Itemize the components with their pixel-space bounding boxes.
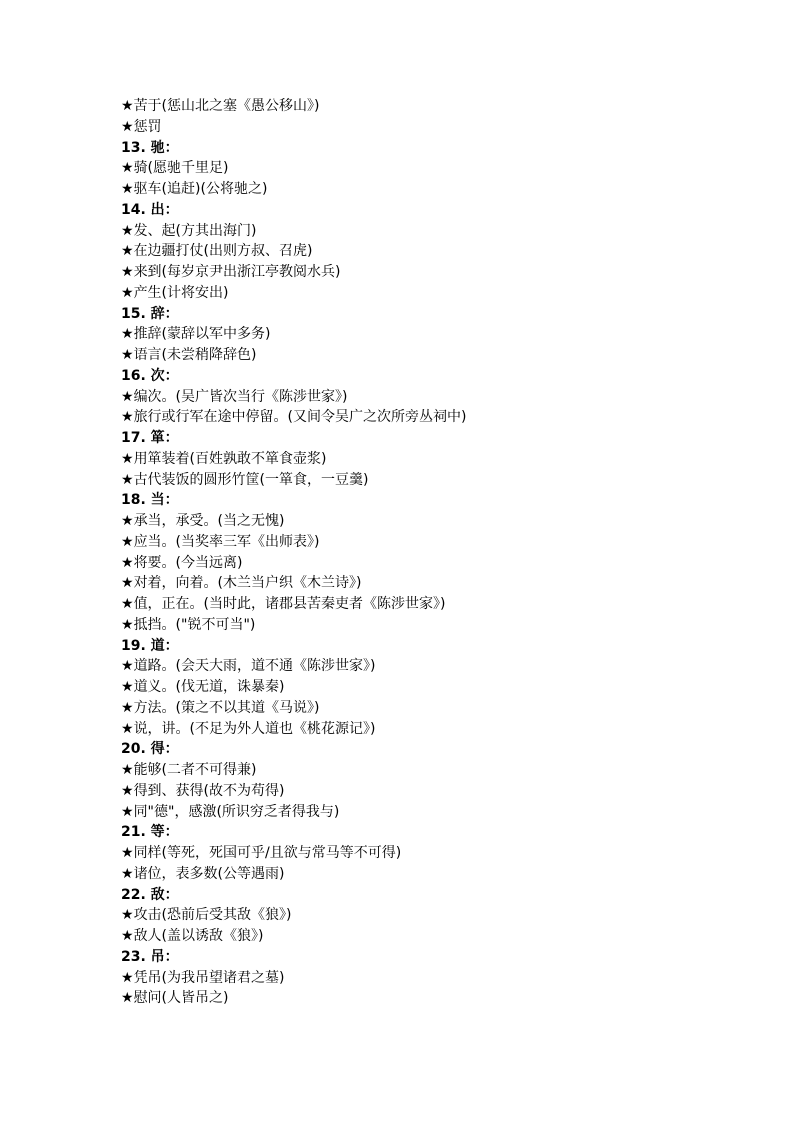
line bbox=[121, 511, 761, 532]
heading: 23. 吊： bbox=[121, 948, 179, 965]
star-icon: ★ bbox=[121, 575, 134, 592]
line bbox=[121, 158, 761, 179]
entry-text: 值，正在。(当时此，诸郡县苦秦吏者《陈涉世家》) bbox=[133, 596, 446, 612]
line bbox=[121, 843, 761, 864]
heading: 15. 辞： bbox=[121, 305, 179, 322]
heading: 18. 当： bbox=[121, 492, 179, 509]
entry-text: 攻击(恐前后受其敌《狼》) bbox=[133, 907, 292, 924]
entry-text: 抵挡。("锐不可当") bbox=[133, 616, 256, 633]
star-icon: ★ bbox=[121, 907, 134, 924]
star-icon: ★ bbox=[121, 284, 134, 301]
line bbox=[121, 864, 761, 885]
star-icon: ★ bbox=[121, 450, 134, 467]
star-icon: ★ bbox=[121, 326, 134, 343]
line bbox=[121, 324, 761, 345]
star-icon: ★ bbox=[121, 699, 134, 716]
line bbox=[121, 573, 761, 594]
star-icon: ★ bbox=[121, 554, 134, 571]
line bbox=[121, 926, 761, 947]
entry-text: 骑(愿驰千里足) bbox=[133, 160, 229, 177]
star-icon: ★ bbox=[121, 118, 134, 135]
line bbox=[121, 117, 761, 138]
line bbox=[121, 532, 761, 553]
line bbox=[121, 179, 761, 200]
entry-text: 诸位，表多数(公等遇雨) bbox=[133, 865, 285, 882]
star-icon: ★ bbox=[121, 533, 134, 550]
line bbox=[121, 594, 761, 615]
entry-text: 苦于(惩山北之塞《愚公移山》) bbox=[133, 98, 320, 114]
entry-text: 敌人(盖以诱敌《狼》) bbox=[133, 928, 264, 944]
entry-text: 语言(未尝稍降辞色) bbox=[133, 347, 257, 363]
heading: 14. 出： bbox=[121, 201, 179, 218]
entry-text: 惩罚 bbox=[133, 118, 162, 135]
line bbox=[121, 988, 761, 1009]
heading: 21. 等： bbox=[121, 824, 179, 841]
star-icon: ★ bbox=[121, 928, 134, 944]
entry-text: 应当。(当奖率三军《出师表》) bbox=[133, 533, 320, 550]
line bbox=[121, 656, 761, 677]
star-icon: ★ bbox=[121, 969, 134, 986]
star-icon: ★ bbox=[121, 513, 134, 529]
heading: 13. 驰： bbox=[121, 139, 179, 156]
line bbox=[121, 781, 761, 802]
line bbox=[121, 345, 761, 366]
heading: 19. 道： bbox=[121, 637, 179, 654]
entry-text: 慰问(人皆吊之) bbox=[133, 990, 229, 1007]
star-icon: ★ bbox=[121, 264, 134, 280]
entry-text: 承当，承受。(当之无愧) bbox=[133, 513, 285, 529]
line bbox=[121, 760, 761, 781]
line bbox=[121, 283, 761, 304]
line bbox=[121, 407, 761, 428]
entry-text: 在边疆打仗(出则方叔、召虎) bbox=[133, 243, 313, 260]
entry-text: 旅行或行军在途中停留。(又间令吴广之次所旁丛祠中) bbox=[133, 409, 467, 426]
entry-text: 同"德"，感激(所识穷乏者得我与) bbox=[133, 803, 340, 820]
heading: 17. 箪： bbox=[121, 430, 179, 446]
entry-text: 说，讲。(不足为外人道也《桃花源记》) bbox=[133, 720, 376, 737]
entry-text: 将要。(今当远离) bbox=[133, 554, 243, 571]
document-page bbox=[121, 96, 761, 1009]
star-icon: ★ bbox=[121, 471, 134, 488]
line bbox=[121, 470, 761, 491]
line bbox=[121, 698, 761, 719]
star-icon: ★ bbox=[121, 803, 134, 820]
line bbox=[121, 905, 761, 926]
heading: 20. 得： bbox=[121, 741, 179, 758]
entry-text: 用箪装着(百姓孰敢不箪食壶浆) bbox=[133, 450, 327, 467]
line bbox=[121, 96, 761, 117]
entry-text: 推辞(蒙辞以军中多务) bbox=[133, 326, 271, 343]
line bbox=[121, 221, 761, 242]
line bbox=[121, 677, 761, 698]
entry-text: 道义。(伐无道，诛暴秦) bbox=[133, 679, 285, 695]
entry-text: 得到、获得(故不为苟得) bbox=[133, 782, 285, 799]
line bbox=[121, 241, 761, 262]
star-icon: ★ bbox=[121, 222, 134, 239]
entry-text: 编次。(吴广皆次当行《陈涉世家》) bbox=[133, 388, 348, 405]
star-icon: ★ bbox=[121, 845, 134, 861]
star-icon: ★ bbox=[121, 616, 134, 633]
line bbox=[121, 387, 761, 408]
line bbox=[121, 262, 761, 283]
star-icon: ★ bbox=[121, 409, 134, 426]
line bbox=[121, 802, 761, 823]
star-icon: ★ bbox=[121, 596, 134, 612]
star-icon: ★ bbox=[121, 160, 134, 177]
entry-text: 古代装饭的圆形竹筐(一箪食，一豆羹) bbox=[133, 471, 369, 488]
line bbox=[121, 719, 761, 740]
entry-text: 凭吊(为我吊望诸君之墓) bbox=[133, 969, 285, 986]
entry-text: 道路。(会天大雨，道不通《陈涉世家》) bbox=[133, 658, 376, 675]
line bbox=[121, 615, 761, 636]
star-icon: ★ bbox=[121, 658, 134, 675]
line bbox=[121, 449, 761, 470]
entry-text: 方法。(策之不以其道《马说》) bbox=[133, 699, 320, 716]
star-icon: ★ bbox=[121, 679, 134, 695]
star-icon: ★ bbox=[121, 762, 134, 778]
star-icon: ★ bbox=[121, 388, 134, 405]
heading: 16. 次： bbox=[121, 367, 179, 384]
entry-text: 来到(每岁京尹出浙江亭教阅水兵) bbox=[133, 264, 341, 280]
entry-text: 驱车(追赶)(公将驰之) bbox=[133, 181, 268, 197]
entry-text: 产生(计将安出) bbox=[133, 284, 229, 301]
line bbox=[121, 968, 761, 989]
entry-text: 同样(等死，死国可乎/且欲与常马等不可得) bbox=[133, 845, 402, 861]
star-icon: ★ bbox=[121, 782, 134, 799]
star-icon: ★ bbox=[121, 243, 134, 260]
entry-text: 能够(二者不可得兼) bbox=[133, 762, 257, 778]
star-icon: ★ bbox=[121, 865, 134, 882]
line bbox=[121, 553, 761, 574]
star-icon: ★ bbox=[121, 720, 134, 737]
heading: 22. 敌： bbox=[121, 886, 179, 903]
star-icon: ★ bbox=[121, 990, 134, 1007]
star-icon: ★ bbox=[121, 347, 134, 363]
star-icon: ★ bbox=[121, 98, 134, 114]
star-icon: ★ bbox=[121, 181, 134, 197]
entry-text: 对着，向着。(木兰当户织《木兰诗》) bbox=[133, 575, 362, 592]
entry-text: 发、起(方其出海门) bbox=[133, 222, 257, 239]
